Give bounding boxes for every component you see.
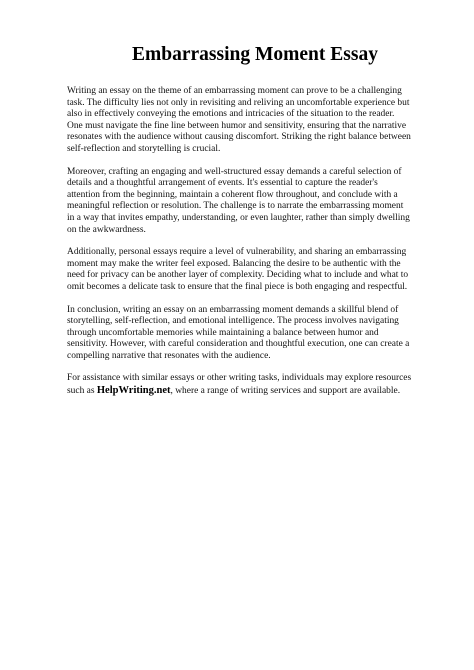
page-title: Embarrassing Moment Essay [132,44,378,65]
paragraph-4: In conclusion, writing an essay on an embarrassing moment demands a skillful blend of storytelling, self-reflection, and emotional intelligence. The process involves navigating through uncomfortable memories while maintaining a balance between humor and sensitivity. However, with careful consideration and thoughtful execution, one can create a compelling narrative that resonates with the audience. [67,304,410,361]
helpwriting-link[interactable]: HelpWriting.net [96,385,171,397]
paragraph-1: Writing an essay on the theme of an embarrassing moment can prove to be a challenging task. The difficulty lies not only in revisiting and reliving an uncomfortable experience but also in effectively conveying the emotions and intricacies of the situation to the reader. One must navigate the fine line between humor and sensitivity, ensuring that the narrative resonates with the audience without causing discomfort. Striking the right balance between self-reflection and storytelling is crucial. [67,86,411,154]
essay-body [67,86,412,409]
paragraph-2: Moreover, crafting an engaging and well-structured essay demands a careful selection of details and a thoughtful arrangement of events. It's essential to capture the reader's attention from the beginning, maintain a coherent flow throughout, and conclude with a meaningful reflection or resolution. The challenge is to narrate the embarrassing moment in a way that invites empathy, understanding, or even laughter, rather than simply dwelling on the awkwardness. [67,166,410,235]
closing-text-before: For assistance with similar essays or other writing tasks, individuals may explore resources such as [67,373,412,397]
closing-paragraph [67,373,412,397]
paragraph-3: Additionally, personal essays require a level of vulnerability, and sharing an embarrassing moment may make the writer feel exposed. Balancing the desire to be authentic with the need for privacy can be another layer of complexity. Deciding what to include and what to omit becomes a delicate task to ensure that the final piece is both engaging and respectful. [67,247,409,292]
closing-text-after: , where a range of writing services and support are available. [170,386,401,397]
